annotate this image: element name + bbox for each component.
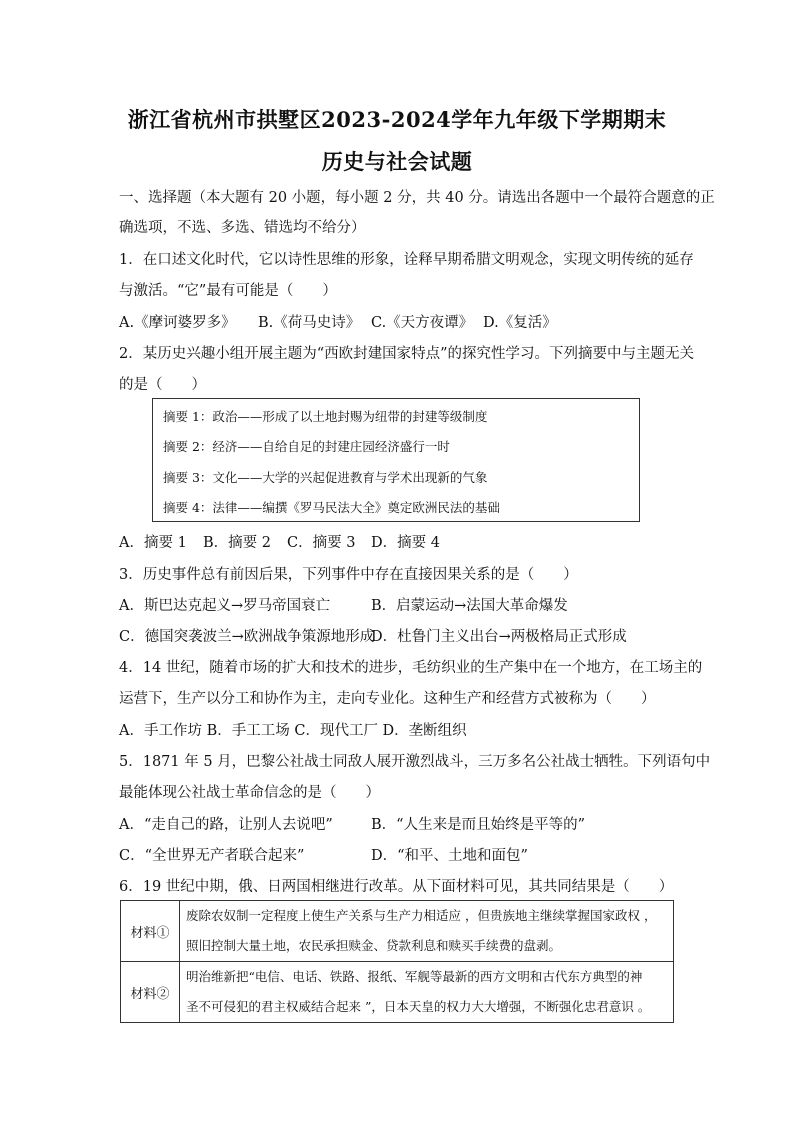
question-1-line-2: 与激活。“它”最有可能是（ ） (119, 283, 337, 299)
question-1-option-a: A.《摩诃婆罗多》 (119, 315, 236, 331)
exam-subtitle: 历史与社会试题 (321, 149, 473, 174)
question-5-option-a: A．“走自己的路，让别人去说吧” (119, 817, 333, 833)
question-1-option-d: D.《复活》 (483, 315, 557, 331)
material-1-line-1: 废除农奴制一定程度上使生产关系与生产力相适应 ，但贵族地主继续掌握国家政权 ， (186, 908, 657, 923)
question-2-line-1: 2．某历史兴趣小组开展主题为“西欧封建国家特点”的探究性学习。下列摘要中与主题无关 (119, 346, 695, 362)
abstract-box (152, 398, 640, 522)
question-5-option-d: D．“和平、土地和面包” (371, 848, 528, 864)
question-4-line-2: 运营下，生产以分工和协作为主，走向专业化。这种生产和经营方式被称为（ ） (119, 691, 656, 707)
question-3-option-c: C．德国突袭波兰→欧洲战争策源地形成 (119, 629, 375, 645)
materials-table (120, 900, 674, 1023)
material-2-line-2: 圣不可侵犯的君主权威结合起来 ”，日本天皇的权力大大增强，不断强化忠君意识 。 (186, 999, 651, 1014)
question-1-line-1: 1．在口述文化时代，它以诗性思维的形象，诠释早期希腊文明观念，实现文明传统的延存 (119, 252, 694, 268)
question-2-option-c: C．摘要 3 (287, 535, 356, 551)
question-2-line-2: 的是（ ） (119, 377, 206, 393)
question-5-option-c: C．“全世界无产者联合起来” (119, 848, 305, 864)
question-5-line-1: 5．1871 年 5 月，巴黎公社战士同敌人展开激烈战斗，三万多名公社战士牺牲。下列语句中 (119, 754, 711, 770)
exam-title: 浙江省杭州市拱墅区2023-2024学年九年级下学期期末 (127, 107, 667, 132)
section-instruction-line-1: 一、选择题（本大题有 20 小题，每小题 2 分，共 40 分。请选出各题中一个最符合题意的正 (119, 190, 715, 206)
question-5-line-2: 最能体现公社战士革命信念的是（ ） (119, 785, 380, 801)
question-5-option-b: B．“人生来是而且始终是平等的” (371, 817, 585, 833)
abstract-3: 摘要 3：文化——大学的兴起促进教育与学术出现新的气象 (163, 470, 488, 485)
material-2-line-1: 明治维新把“电信、电话、铁路、报纸、军舰等最新的西方文明和古代东方典型的神 (186, 969, 643, 984)
question-4-line-1: 4．14 世纪，随着市场的扩大和技术的进步，毛纺织业的生产集中在一个地方，在工场主的 (119, 660, 703, 676)
question-2-option-b: B．摘要 2 (203, 535, 271, 551)
question-2-option-a: A．摘要 1 (119, 535, 187, 551)
question-3-option-a: A．斯巴达克起义→罗马帝国衰亡 (119, 598, 331, 614)
material-row-2 (121, 962, 674, 1023)
question-1-option-b: B.《荷马史诗》 (258, 315, 361, 331)
material-2-text (180, 962, 674, 1023)
abstract-1: 摘要 1：政治——形成了以土地封赐为纽带的封建等级制度 (163, 409, 488, 424)
section-instruction-line-2: 确选项，不选、多选、错选均不给分） (119, 220, 366, 236)
material-2-label: 材料② (121, 962, 180, 1023)
question-6-line-1: 6．19 世纪中期，俄、日两国相继进行改革。从下面材料可见，其共同结果是（ ） (119, 879, 674, 895)
abstract-4: 摘要 4：法律——编撰《罗马民法大全》奠定欧洲民法的基础 (163, 500, 500, 515)
question-3-option-d: D．杜鲁门主义出台→两极格局正式形成 (371, 629, 627, 645)
question-3-option-b: B．启蒙运动→法国大革命爆发 (371, 598, 568, 614)
abstract-2: 摘要 2：经济——自给自足的封建庄园经济盛行一时 (163, 439, 450, 454)
material-row-1 (121, 901, 674, 962)
question-3-line-1: 3．历史事件总有前因后果，下列事件中存在直接因果关系的是（ ） (119, 567, 578, 583)
question-2-option-d: D．摘要 4 (371, 535, 440, 551)
question-1-option-c: C.《天方夜谭》 (371, 315, 474, 331)
question-4-options: A．手工作坊 B．手工工场 C．现代工厂 D．垄断组织 (119, 723, 467, 739)
material-1-text (180, 901, 674, 962)
material-1-line-2: 照旧控制大量土地，农民承担赎金、贷款利息和赎买手续费的盘剥。 (186, 938, 562, 953)
material-1-label: 材料① (121, 901, 180, 962)
